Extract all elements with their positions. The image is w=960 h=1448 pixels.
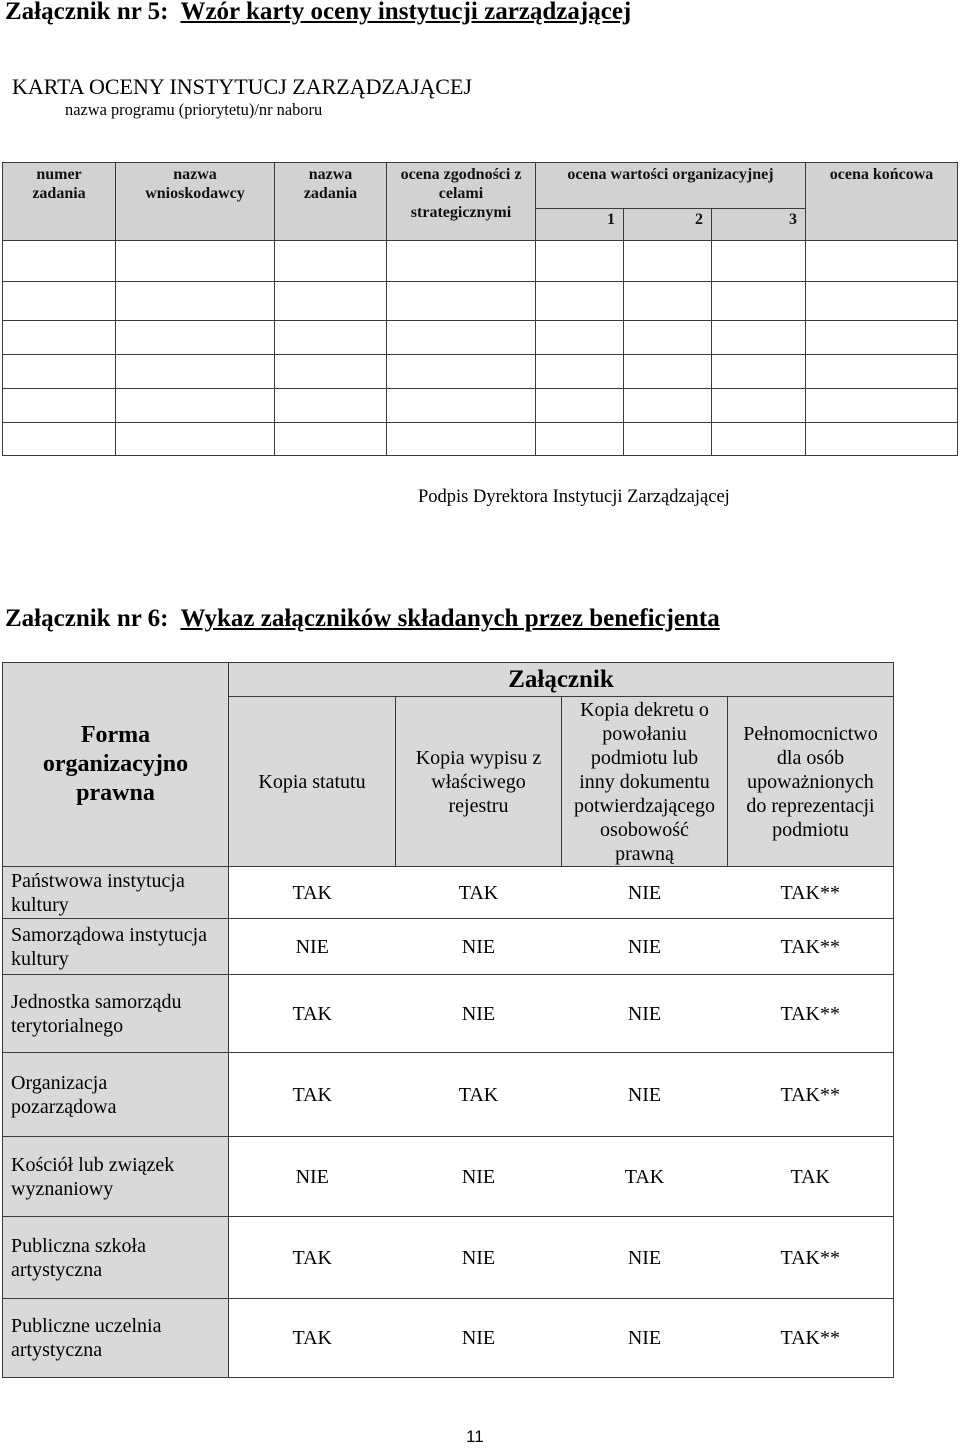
column-header-statute	[229, 697, 396, 867]
header-strategic-compliance	[387, 163, 536, 241]
empty-cell	[275, 321, 387, 355]
table-row	[3, 1299, 894, 1378]
annex6-heading	[5, 605, 720, 633]
header-task-number-label: numer zadania	[32, 166, 86, 202]
empty-cell	[3, 423, 116, 456]
header-organizational-value-part-3: 3	[712, 209, 806, 241]
legal-form-cell	[3, 975, 229, 1053]
empty-cell	[806, 355, 958, 389]
legal-form-label: Samorządowa instytucja kultury	[11, 923, 208, 970]
empty-cell	[536, 389, 624, 423]
annex6-title: Wykaz załączników składanych przez beneficjenta	[180, 605, 720, 632]
column-header-decree	[562, 697, 728, 867]
requirement-cell: NIE	[396, 1299, 562, 1378]
empty-cell	[624, 355, 712, 389]
requirement-cell: NIE	[562, 867, 728, 919]
empty-cell	[806, 241, 958, 282]
empty-cell	[3, 321, 116, 355]
attachments-table	[2, 662, 894, 1378]
header-organizational-value-part-2: 2	[624, 209, 712, 241]
empty-cell	[712, 355, 806, 389]
legal-form-header-label: Forma organizacyjno prawna	[42, 722, 189, 806]
empty-cell	[624, 389, 712, 423]
table-row	[3, 241, 958, 282]
requirement-cell: NIE	[562, 1053, 728, 1137]
empty-cell	[3, 282, 116, 321]
requirement-cell: TAK	[562, 1137, 728, 1217]
column-header-label: Kopia statutu	[258, 770, 366, 793]
empty-cell	[275, 389, 387, 423]
header-row	[3, 163, 958, 209]
empty-cell	[536, 321, 624, 355]
header-task-name-label: nazwa zadania	[303, 166, 358, 202]
empty-cell	[116, 355, 275, 389]
empty-cell	[806, 321, 958, 355]
header-strategic-compliance-label: ocena zgodności z celami strategicznymi	[400, 166, 522, 221]
evaluation-card-heading: KARTA OCENY INSTYTUCJ ZARZĄDZAJĄCEJ	[12, 74, 472, 99]
legal-form-cell	[3, 919, 229, 975]
table-row	[3, 423, 958, 456]
evaluation-table	[2, 162, 958, 456]
table-row	[3, 975, 894, 1053]
attachment-group-header: Załącznik	[229, 663, 894, 697]
legal-form-label: Organizacja pozarządowa	[11, 1071, 117, 1118]
empty-cell	[387, 423, 536, 456]
header-task-number	[3, 163, 116, 241]
empty-cell	[624, 282, 712, 321]
requirement-cell: NIE	[396, 1217, 562, 1299]
page-number: 11	[466, 1427, 484, 1446]
empty-cell	[3, 355, 116, 389]
empty-cell	[387, 241, 536, 282]
empty-cell	[624, 423, 712, 456]
requirement-cell: TAK	[229, 1217, 396, 1299]
empty-cell	[116, 241, 275, 282]
legal-form-label: Jednostka samorządu terytorialnego	[11, 990, 182, 1037]
empty-cell	[712, 389, 806, 423]
requirement-cell: NIE	[562, 1299, 728, 1378]
requirement-cell: TAK	[229, 975, 396, 1053]
requirement-cell: NIE	[229, 919, 396, 975]
empty-cell	[387, 389, 536, 423]
header-task-name	[275, 163, 387, 241]
column-header-register-extract	[396, 697, 562, 867]
empty-cell	[3, 389, 116, 423]
legal-form-cell	[3, 1299, 229, 1378]
table-row	[3, 1137, 894, 1217]
legal-form-cell	[3, 867, 229, 919]
annex5-heading	[5, 0, 631, 26]
empty-cell	[3, 241, 116, 282]
table-row	[3, 389, 958, 423]
column-header-label: Kopia wypisu z właściwego rejestru	[415, 746, 542, 817]
header-final-score	[806, 163, 958, 241]
table-row	[3, 867, 894, 919]
legal-form-label: Publiczne uczelnia artystyczna	[11, 1315, 162, 1361]
empty-cell	[387, 321, 536, 355]
empty-cell	[275, 423, 387, 456]
requirement-cell: NIE	[396, 975, 562, 1053]
header-applicant-name-label: nazwa wnioskodawcy	[145, 166, 245, 202]
empty-cell	[712, 282, 806, 321]
empty-cell	[116, 321, 275, 355]
legal-form-header	[3, 663, 229, 867]
empty-cell	[536, 355, 624, 389]
requirement-cell: TAK	[396, 1053, 562, 1137]
legal-form-cell	[3, 1217, 229, 1299]
empty-cell	[806, 423, 958, 456]
empty-cell	[387, 282, 536, 321]
requirement-cell: TAK**	[728, 919, 894, 975]
empty-cell	[275, 241, 387, 282]
empty-cell	[536, 241, 624, 282]
header-organizational-value-label: ocena wartości organizacyjnej	[567, 166, 774, 183]
table-row	[3, 282, 958, 321]
empty-cell	[275, 282, 387, 321]
header-applicant-name	[116, 163, 275, 241]
director-signature-label: Podpis Dyrektora Instytucji Zarządzającej	[418, 487, 730, 507]
header-row	[3, 663, 894, 697]
column-header-label: Kopia dekretu o powołaniu podmiotu lub inny dokumentu potwierdzającego osobowość prawną	[573, 698, 716, 865]
requirement-cell: TAK**	[728, 975, 894, 1053]
annex5-title: Wzór karty oceny instytucji zarządzającej	[180, 0, 632, 25]
requirement-cell: NIE	[562, 975, 728, 1053]
empty-cell	[116, 282, 275, 321]
column-header-label: Pełnomocnictwo dla osób upoważnionych do reprezentacji podmiotu	[743, 722, 878, 841]
requirement-cell: TAK	[229, 1053, 396, 1137]
requirement-cell: NIE	[396, 1137, 562, 1217]
table-row	[3, 355, 958, 389]
legal-form-label: Państwowa instytucja kultury	[11, 869, 185, 916]
empty-cell	[712, 321, 806, 355]
requirement-cell: NIE	[562, 1217, 728, 1299]
annex5-label: Załącznik nr 5:	[5, 0, 169, 25]
empty-cell	[116, 423, 275, 456]
empty-cell	[806, 389, 958, 423]
requirement-cell: TAK**	[728, 1299, 894, 1378]
table-row	[3, 1053, 894, 1137]
legal-form-cell	[3, 1053, 229, 1137]
column-header-power-of-attorney	[728, 697, 894, 867]
empty-cell	[387, 355, 536, 389]
empty-cell	[624, 321, 712, 355]
program-name-caption: nazwa programu (priorytetu)/nr naboru	[65, 100, 323, 119]
requirement-cell: NIE	[396, 919, 562, 975]
requirement-cell: NIE	[229, 1137, 396, 1217]
annex6-label: Załącznik nr 6:	[5, 605, 169, 632]
legal-form-label: Publiczna szkoła artystyczna	[11, 1234, 146, 1281]
empty-cell	[275, 355, 387, 389]
empty-cell	[712, 423, 806, 456]
requirement-cell: NIE	[562, 919, 728, 975]
header-organizational-value-part-1: 1	[536, 209, 624, 241]
requirement-cell: TAK	[728, 1137, 894, 1217]
requirement-cell: TAK**	[728, 1053, 894, 1137]
requirement-cell: TAK**	[728, 867, 894, 919]
empty-cell	[624, 241, 712, 282]
header-final-score-label: ocena końcowa	[829, 166, 934, 183]
empty-cell	[116, 389, 275, 423]
requirement-cell: TAK	[229, 867, 396, 919]
empty-cell	[536, 423, 624, 456]
requirement-cell: TAK	[396, 867, 562, 919]
table-row	[3, 919, 894, 975]
empty-cell	[806, 282, 958, 321]
requirement-cell: TAK	[229, 1299, 396, 1378]
table-row	[3, 321, 958, 355]
legal-form-label: Kościół lub związek wyznaniowy	[11, 1153, 175, 1200]
empty-cell	[712, 241, 806, 282]
empty-cell	[536, 282, 624, 321]
legal-form-cell	[3, 1137, 229, 1217]
table-row	[3, 1217, 894, 1299]
requirement-cell: TAK**	[728, 1217, 894, 1299]
header-organizational-value	[536, 163, 806, 209]
